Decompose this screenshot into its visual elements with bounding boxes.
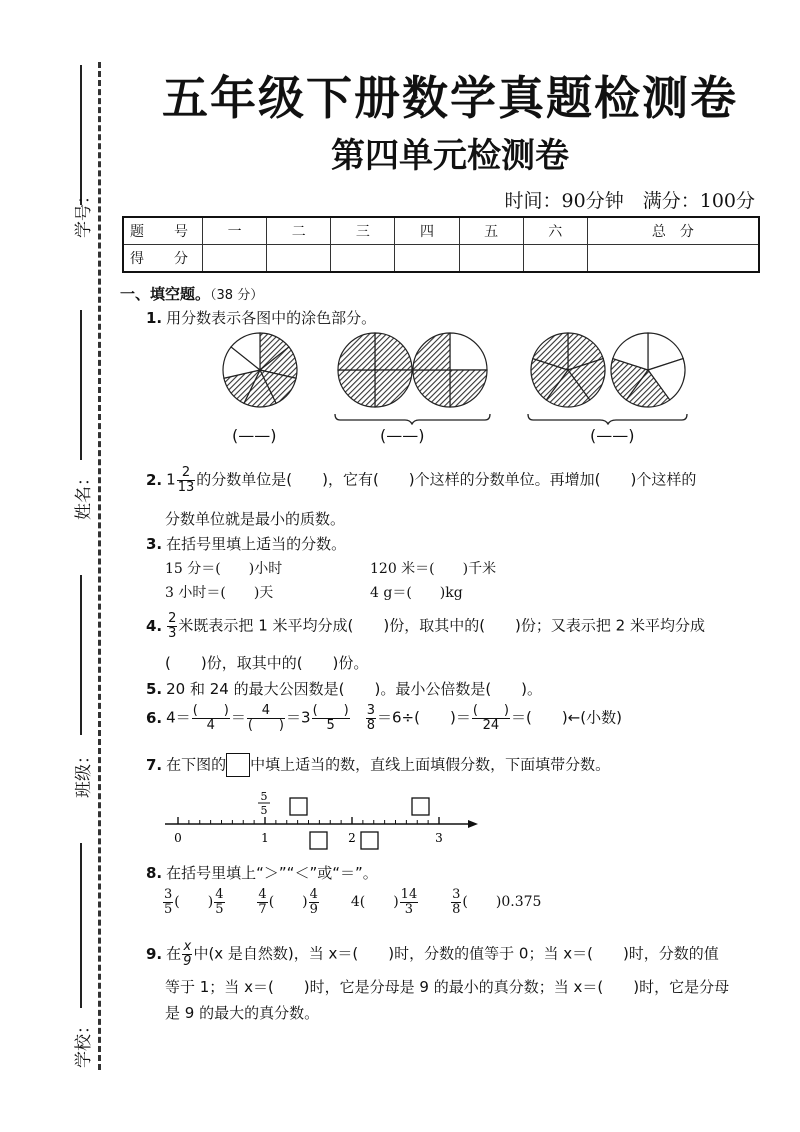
question-number: 8.	[146, 864, 163, 882]
fraction-circles-figure	[220, 330, 710, 425]
denominator-blank[interactable]: ( )	[247, 717, 285, 733]
compare-blank[interactable]: ( )	[359, 894, 399, 911]
shaded-sector	[413, 333, 450, 370]
fraction-circle	[223, 333, 297, 407]
denominator: 5	[326, 717, 335, 733]
denominator: 24	[482, 717, 500, 733]
question-text: 在括号里填上“＞”“＜”或“＝”。	[166, 864, 378, 882]
table-cell: 四	[395, 217, 459, 245]
equation-part: ＝3	[286, 708, 311, 727]
box-symbol	[226, 753, 250, 777]
compare-blank[interactable]: ( )	[462, 894, 502, 911]
fraction	[182, 940, 192, 968]
question-text: 在括号里填上适当的分数。	[166, 535, 347, 553]
student-id-label: 学号：	[74, 187, 94, 238]
denominator: 4	[206, 717, 215, 733]
fraction	[247, 704, 285, 732]
answer-box-above-1[interactable]	[290, 798, 307, 815]
numerator: 4	[247, 704, 285, 719]
question-number: 6.	[146, 708, 163, 727]
denominator: 3	[168, 625, 177, 641]
table-cell: 二	[267, 217, 331, 245]
shaded-sector	[338, 370, 375, 407]
fraction-circle	[611, 333, 685, 407]
whole-number: 4	[350, 894, 360, 911]
q3-item-d: 4 g＝( )kg	[370, 585, 463, 601]
binding-dashed-line	[98, 62, 101, 1070]
question-text: 米既表示把 1 米平均分成( )份，取其中的( )份；又表示把 2 米平均分成	[178, 616, 705, 635]
score-cell[interactable]	[395, 245, 459, 273]
tick-label: 2	[348, 831, 356, 845]
answer-blank-1[interactable]: (——)	[232, 426, 277, 445]
shaded-sector	[375, 370, 412, 407]
section-title: 一、填空题。	[120, 285, 211, 303]
axis-arrow	[468, 820, 478, 828]
class-label: 班级：	[74, 747, 94, 798]
question-4-line-2: ( )份，取其中的( )份。	[165, 654, 369, 672]
table-cell: 三	[331, 217, 395, 245]
fraction	[366, 704, 376, 732]
section-heading	[120, 283, 263, 304]
table-cell: 一	[203, 217, 267, 245]
name-label: 姓名：	[74, 469, 94, 520]
shaded-sector	[450, 370, 487, 407]
question-number: 7.	[146, 755, 163, 774]
name-write-line	[80, 310, 82, 460]
mark-numerator: 5	[260, 790, 268, 803]
fraction	[257, 888, 267, 916]
q3-item-a: 15 分＝( )小时	[165, 561, 283, 577]
denominator: 8	[366, 717, 375, 733]
tick-label: 1	[261, 831, 269, 845]
answer-blank-3[interactable]: (——)	[590, 426, 635, 445]
question-text: 在下图的	[166, 755, 227, 774]
denominator: 9	[183, 953, 192, 969]
fraction-circle	[338, 333, 412, 407]
numerator-blank[interactable]: ( )	[312, 703, 349, 718]
question-number: 9.	[146, 944, 163, 963]
compare-blank[interactable]: ( )	[268, 894, 308, 911]
question-text: 20 和 24 的最大公因数是( )。最小公倍数是( )。	[166, 680, 543, 698]
answer-box-above-2[interactable]	[412, 798, 429, 815]
question-2	[146, 466, 696, 494]
answer-blank-2[interactable]: (——)	[380, 426, 425, 445]
id-write-line	[80, 65, 82, 205]
shaded-sector	[413, 370, 450, 407]
question-number: 3.	[146, 535, 163, 553]
score-cell[interactable]	[267, 245, 331, 273]
table-cell: 总 分	[587, 217, 759, 245]
page-subtitle: 第四单元检测卷	[331, 136, 569, 176]
question-9-line-3: 是 9 的最大的真分数。	[165, 1004, 320, 1022]
numerator: 14	[400, 887, 418, 902]
fraction	[309, 888, 319, 916]
fraction	[214, 888, 224, 916]
section-points: （38 分）	[210, 288, 264, 303]
mixed-whole: 1	[166, 470, 176, 489]
numerator: 4	[258, 887, 267, 902]
question-6	[146, 704, 622, 732]
answer-box-below-1[interactable]	[310, 832, 327, 849]
q3-item-c: 3 小时＝( )天	[165, 585, 274, 601]
question-text: 中(x 是自然数)，当 x＝( )时，分数的值等于 0；当 x＝( )时，分数的值	[193, 944, 719, 963]
q8-items	[162, 888, 541, 916]
question-7	[146, 753, 610, 777]
score-table	[122, 216, 760, 273]
numerator: 3	[366, 703, 375, 718]
tick-label: 3	[435, 831, 443, 845]
denominator: 7	[258, 901, 267, 917]
fraction-circle	[413, 333, 487, 407]
denominator: 3	[404, 901, 414, 917]
school-label: 学校：	[74, 1017, 94, 1068]
table-cell: 五	[459, 217, 523, 245]
fraction	[472, 704, 510, 732]
decimal-value: 0.375	[501, 894, 542, 911]
shaded-sector	[375, 333, 412, 370]
fraction-circle	[531, 333, 605, 407]
denominator: 8	[452, 901, 461, 917]
fraction	[177, 466, 196, 494]
numerator: 3	[164, 887, 173, 902]
question-text: 用分数表示各图中的涂色部分。	[166, 309, 377, 327]
numerator: 2	[168, 611, 177, 626]
table-cell: 题 号	[123, 217, 203, 245]
denominator: 5	[215, 901, 224, 917]
fraction	[192, 704, 230, 732]
question-text: 中填上适当的数，直线上面填假分数，下面填带分数。	[250, 755, 611, 774]
shaded-sector	[338, 333, 375, 370]
compare-blank[interactable]: ( )	[174, 894, 214, 911]
numerator: 4	[215, 887, 224, 902]
school-write-line	[80, 843, 82, 1008]
numerator: 4	[309, 887, 318, 902]
brace-pair-1	[335, 414, 490, 424]
score-cell[interactable]	[203, 245, 267, 273]
numerator: 3	[452, 887, 461, 902]
question-8	[146, 862, 378, 883]
numerator: 2	[177, 466, 196, 481]
question-text: 的分数单位是( )，它有( )个这样的分数单位。再增加( )个这样的	[196, 470, 697, 489]
equation-part: ＝6÷( )＝	[377, 708, 471, 727]
score-cell[interactable]	[331, 245, 395, 273]
number-line	[160, 788, 490, 858]
fraction	[451, 888, 461, 916]
page-title: 五年级下册数学真题检测卷	[162, 71, 738, 125]
class-write-line	[80, 575, 82, 735]
mark-denominator: 5	[260, 804, 268, 817]
question-3	[146, 533, 346, 554]
numerator: x	[183, 939, 192, 954]
question-number: 4.	[146, 616, 163, 635]
answer-box-below-2[interactable]	[361, 832, 378, 849]
question-number: 2.	[146, 470, 163, 489]
equation-part: 4＝	[166, 708, 191, 727]
question-9-line-2: 等于 1；当 x＝( )时，它是分母是 9 的最小的真分数；当 x＝( )时，它是分母	[165, 978, 730, 996]
q3-item-b: 120 米＝( )千米	[370, 561, 497, 577]
question-2-line-2: 分数单位就是最小的质数。	[165, 510, 346, 528]
equals-sign: ＝	[230, 708, 246, 727]
question-number: 5.	[146, 680, 163, 698]
table-cell: 得 分	[123, 245, 203, 273]
table-cell: 六	[523, 217, 587, 245]
question-1	[146, 307, 376, 328]
exam-info: 时间：90分钟 满分：100分	[504, 190, 755, 212]
numerator-blank[interactable]: ( )	[192, 703, 229, 718]
equation-part: ＝( )←(小数)	[510, 708, 622, 727]
question-number: 1.	[146, 309, 163, 327]
score-cell[interactable]	[523, 245, 587, 273]
fraction	[167, 612, 177, 640]
numerator-blank[interactable]: ( )	[472, 703, 509, 718]
denominator: 13	[177, 479, 195, 495]
tick-label: 0	[174, 831, 182, 845]
score-table-score-row	[123, 245, 759, 273]
score-table-header-row	[123, 217, 759, 245]
score-cell[interactable]	[459, 245, 523, 273]
question-text: 在	[166, 944, 182, 963]
brace-pair-2	[528, 414, 687, 424]
denominator: 5	[164, 901, 173, 917]
denominator: 9	[309, 901, 318, 917]
question-9	[146, 940, 719, 968]
fraction	[400, 888, 419, 916]
fraction	[312, 704, 350, 732]
blank-sector	[450, 333, 487, 370]
question-4	[146, 612, 705, 640]
score-cell[interactable]	[587, 245, 759, 273]
question-5	[146, 678, 542, 699]
fraction	[163, 888, 173, 916]
